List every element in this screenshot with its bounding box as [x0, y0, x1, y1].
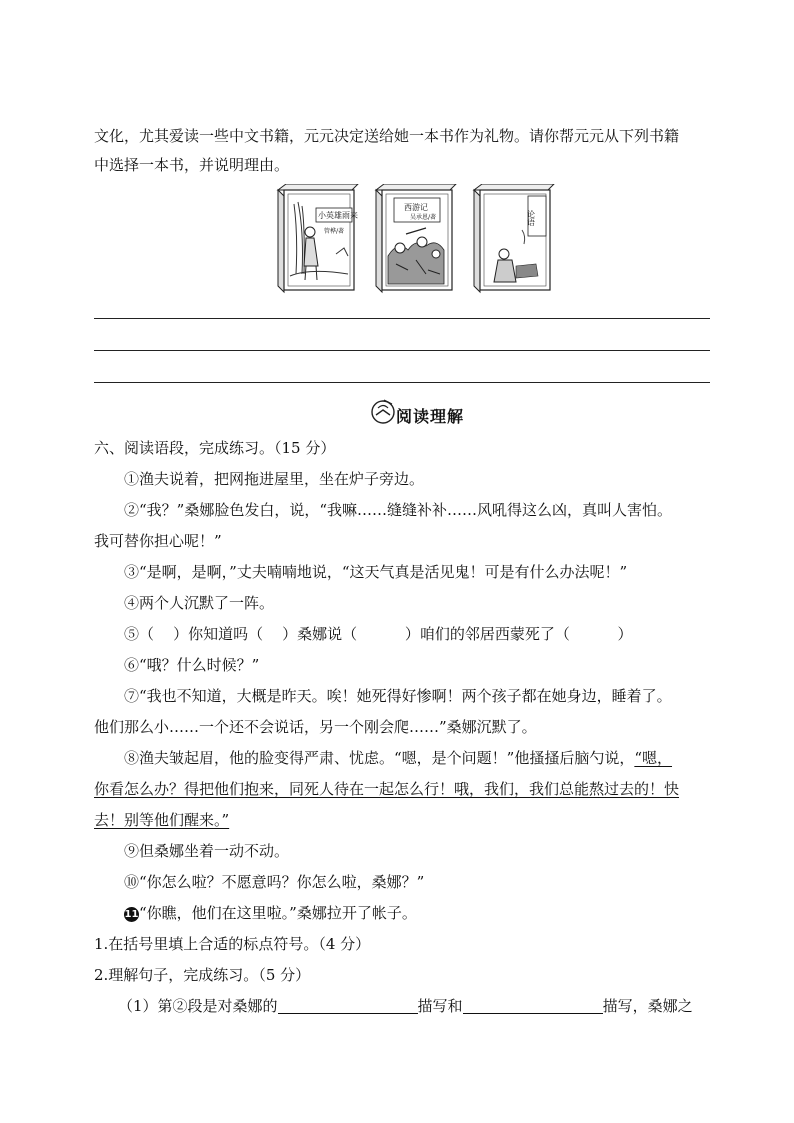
paragraph-5-blanks: ⑤（ ）你知道吗（ ）桑娜说（ ）咱们的邻居西蒙死了（ ）: [124, 625, 633, 643]
task-2-1: [118, 996, 693, 1016]
paragraph-11: [124, 903, 417, 923]
paragraph-6: ⑥“哦？什么时候？”: [124, 656, 260, 674]
underlined-sentence-start: “嗯，: [634, 749, 673, 767]
paragraph-3: ③“是啊，是啊，”丈夫喃喃地说，“这天气真是活见鬼！可是有什么办法呢！”: [124, 563, 628, 581]
paragraph-2-line-2: 我可替你担心呢！”: [94, 532, 222, 550]
paragraph-7-line-2: 他们那么小……一个还不会说话，另一个刚会爬……”桑娜沉默了。: [94, 718, 537, 736]
answer-blank-2[interactable]: [463, 997, 603, 1014]
book-1-title: 小英雄雨来: [318, 211, 358, 220]
paragraph-7-line-1: ⑦“我也不知道，大概是昨天。唉！她死得好惨啊！两个孩子都在她身边，睡着了。: [124, 687, 672, 705]
section-header: [370, 398, 480, 428]
paragraph-2-line-1: ②“我？”桑娜脸色发白，说，“我嘛……缝缝补补……风吼得这么凶，真叫人害怕。: [124, 501, 673, 519]
intro-line-2: 中选择一本书，并说明理由。: [94, 156, 290, 174]
section-title: 阅读理解: [396, 407, 465, 426]
task-2: 2.理解句子，完成练习。（5 分）: [94, 966, 311, 984]
book-1-author: 管桦/著: [324, 228, 345, 235]
book-covers-image: [276, 184, 556, 294]
answer-blank-1[interactable]: [278, 997, 418, 1014]
paragraph-1: ①渔夫说着，把网拖进屋里，坐在炉子旁边。: [124, 470, 425, 488]
paragraph-11-text: “你瞧，他们在这里啦。”桑娜拉开了帐子。: [139, 904, 417, 922]
task-2-1-prefix: （1）第②段是对桑娜的: [118, 997, 278, 1015]
task-1: 1.在括号里填上合适的标点符号。（4 分）: [94, 935, 371, 953]
book-2: [376, 184, 456, 292]
book-3: [474, 184, 554, 292]
paragraph-10: ⑩“你怎么啦？不愿意吗？你怎么啦，桑娜？”: [124, 873, 425, 891]
reading-icon: [370, 398, 396, 424]
paragraph-8-text: ⑧渔夫皱起眉，他的脸变得严肃、忧虑。“嗯，是个问题！”他搔搔后脑勺说，: [124, 749, 635, 767]
q6-heading: 六、阅读语段，完成练习。（15 分）: [94, 439, 336, 457]
paragraph-11-number: 11: [124, 909, 139, 920]
book-3-title: 论语: [526, 210, 536, 226]
book-illustrations: [276, 184, 556, 294]
answer-line-2: [94, 350, 710, 351]
book-1: [278, 184, 358, 292]
underlined-sentence-line-2: 你看怎么办？得把他们抱来，同死人待在一起怎么行！哦，我们，我们总能熬过去的！快: [94, 780, 680, 798]
underlined-sentence-line-3: 去！别等他们醒来。”: [94, 811, 230, 829]
paragraph-4: ④两个人沉默了一阵。: [124, 594, 275, 612]
task-2-1-suffix: 描写，桑娜之: [602, 997, 693, 1015]
intro-line-1: 文化，尤其爱读一些中文书籍，元元决定送给她一本书作为礼物。请你帮元元从下列书籍: [94, 127, 680, 145]
answer-line-3: [94, 382, 710, 383]
book-2-author: 吴承恩/著: [410, 214, 437, 221]
task-2-1-middle: 描写和: [417, 997, 463, 1015]
paragraph-8-line-1: [124, 748, 672, 768]
book-2-title: 西游记: [404, 203, 428, 212]
answer-line-1: [94, 318, 710, 319]
paragraph-9: ⑨但桑娜坐着一动不动。: [124, 842, 290, 860]
